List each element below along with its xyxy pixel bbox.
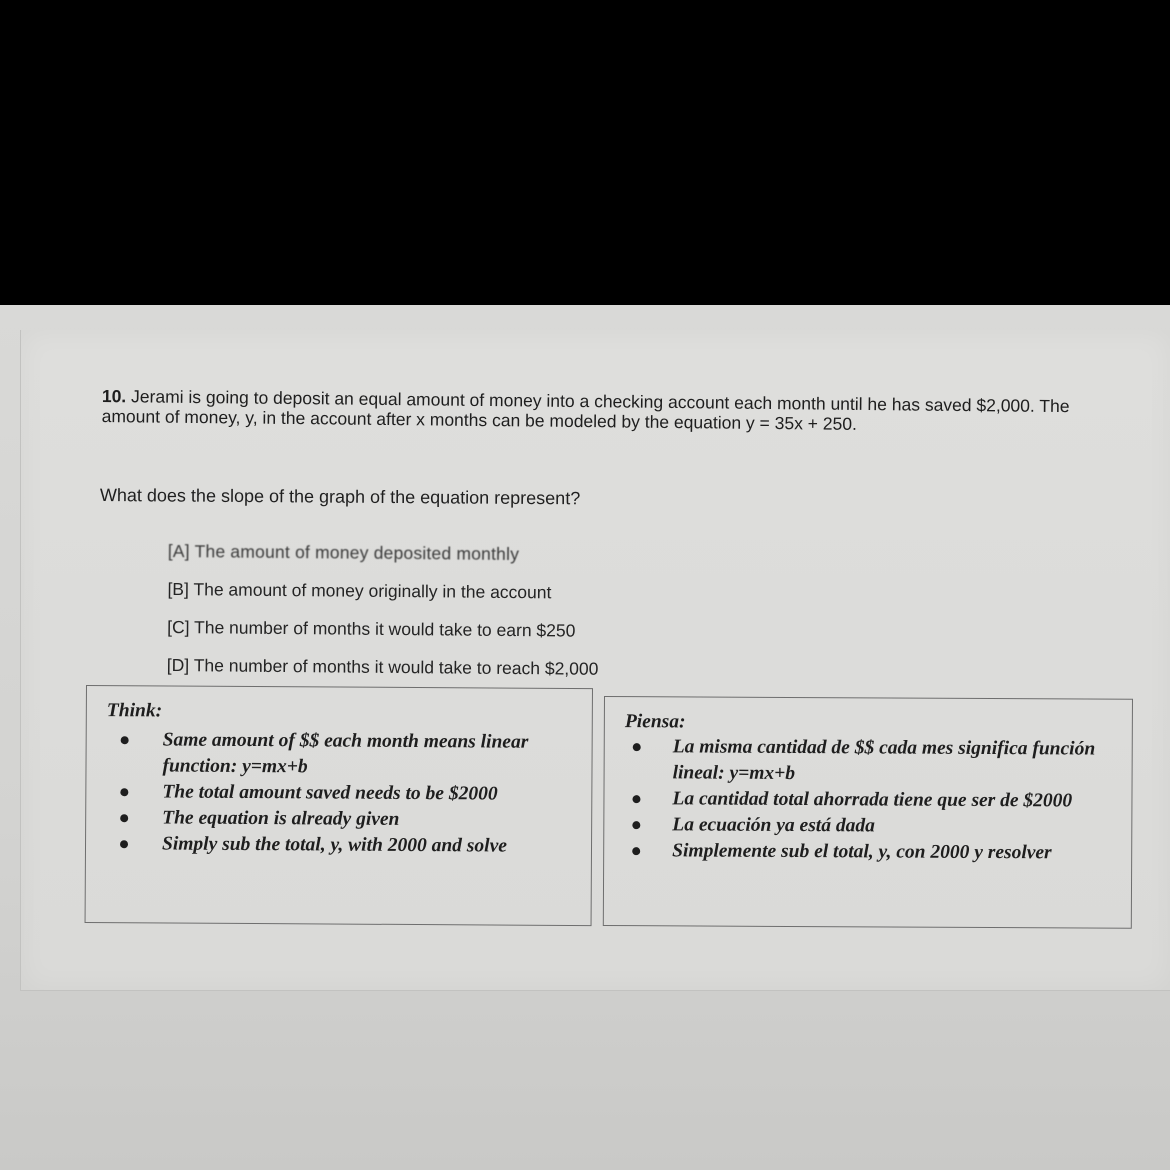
piensa-list	[604, 734, 1123, 867]
think-item-text: The equation is already given	[162, 807, 400, 830]
list-item	[86, 779, 582, 808]
option-c[interactable]: [C] The number of months it would take to earn $250	[167, 616, 576, 641]
list-item	[604, 838, 1122, 867]
think-box	[85, 685, 593, 926]
think-item-text: Same amount of $$ each month means linear function: y=mx+b	[162, 729, 529, 778]
question-prompt: What does the slope of the graph of the equation represent?	[99, 485, 581, 509]
bullet-icon	[632, 795, 640, 803]
think-item-text: Simply sub the total, y, with 2000 and solve	[161, 833, 507, 857]
think-list	[86, 727, 583, 860]
answer-options	[167, 532, 868, 690]
list-item	[86, 727, 582, 782]
piensa-item-text: La misma cantidad de $$ cada mes significa función lineal: y=mx+b	[672, 736, 1096, 785]
question-body: Jerami is going to deposit an equal amount of money into a checking account each month until he has saved $2,000. The amount of money, y, in the account after x months can be modeled by the equation y = 35x + 250.	[101, 386, 1070, 434]
bullet-icon	[121, 736, 129, 744]
list-item	[86, 805, 582, 834]
list-item	[86, 831, 582, 860]
bullet-icon	[120, 814, 128, 822]
bullet-icon	[120, 788, 128, 796]
think-title: Think:	[106, 700, 163, 722]
bullet-icon	[632, 847, 640, 855]
piensa-item-text: La ecuación ya está dada	[672, 814, 875, 837]
piensa-title: Piensa:	[624, 711, 686, 733]
option-d[interactable]: [D] The number of months it would take to reach $2,000	[166, 654, 599, 679]
piensa-item-text: La cantidad total ahorrada tiene que ser de $2000	[672, 788, 1073, 812]
bullet-icon	[632, 821, 640, 829]
piensa-box	[603, 696, 1133, 929]
list-item	[604, 812, 1122, 841]
option-a[interactable]: [A] The amount of money deposited monthly	[167, 540, 520, 565]
list-item	[604, 786, 1122, 815]
bullet-icon	[120, 840, 128, 848]
option-b[interactable]: [B] The amount of money originally in the account	[167, 578, 552, 603]
question-number: 10.	[101, 386, 127, 407]
bullet-icon	[633, 743, 641, 751]
list-item	[605, 734, 1123, 789]
piensa-item-text: Simplemente sub el total, y, con 2000 y resolver	[672, 840, 1052, 864]
think-item-text: The total amount saved needs to be $2000	[162, 781, 498, 805]
